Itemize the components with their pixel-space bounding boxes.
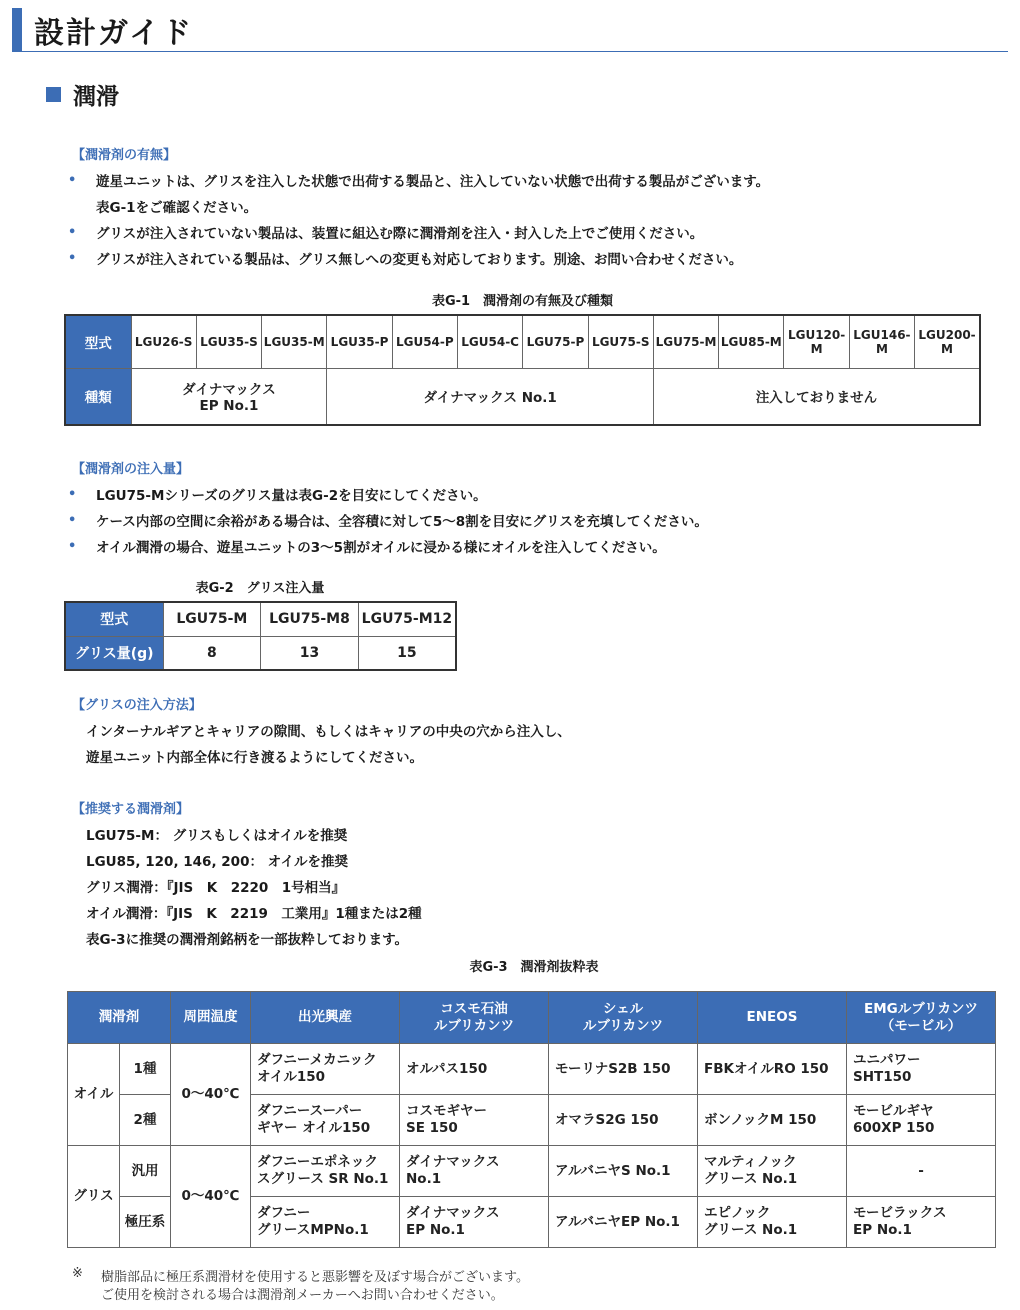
table-g3 [67,991,996,1248]
grade-cell: 2種 [120,1095,171,1146]
header-idemitsu: 出光興産 [251,992,400,1044]
header-temp: 周囲温度 [171,992,251,1044]
bullet-dot-icon: • [68,172,77,188]
bullet-text: LGU75-Mシリーズのグリス量は表G-2を目安にしてください。 [96,488,487,504]
type-cell-dynamax-ep [131,368,327,425]
model-cell: LGU26-S [131,315,196,368]
table-g2-header-model: 型式 [65,602,163,636]
recommended-line-5: 表G-3に推奨の潤滑剤銘柄を一部抜粋しております。 [86,932,408,948]
recommended-line-3: グリス潤滑：『JIS K 2220 1号相当』 [86,880,346,896]
table-g3-header-row [68,992,996,1044]
product-cell: エピノック グリース No.1 [698,1197,847,1248]
bullet-text: オイル潤滑の場合、遊星ユニットの3～5割がオイルに浸かる様にオイルを注入してください。 [96,540,666,556]
table-g1 [64,314,981,426]
recommended-heading: 【推奨する潤滑剤】 [72,802,190,817]
bullet-dot-icon: • [68,538,77,554]
section-title-text: 潤滑 [73,83,119,110]
model-cell: LGU54-P [392,315,457,368]
product-cell: ダフニー グリースMPNo.1 [251,1197,400,1248]
model-cell: LGU35-M [262,315,327,368]
amount-cell: 15 [358,636,456,670]
grade-cell: 汎用 [120,1146,171,1197]
type-line: EP No.1 [199,398,259,415]
model-cell: LGU120-M [784,315,849,368]
header-line: ルブリカンツ [582,1017,664,1034]
header-cosmo [400,992,549,1044]
header-shell [549,992,698,1044]
recommended-line-1: LGU75-M： グリスもしくはオイルを推奨 [86,828,348,844]
product-cell: アルバニヤS No.1 [549,1146,698,1197]
recommended-line-2: LGU85, 120, 146, 200： オイルを推奨 [86,854,348,870]
temp-cell: 0～40℃ [171,1044,251,1146]
model-cell: LGU35-S [196,315,261,368]
header-lubricant: 潤滑剤 [68,992,171,1044]
note-mark: ※ [72,1266,83,1281]
model-cell: LGU85-M [719,315,784,368]
model-cell: LGU75-M [163,602,261,636]
model-cell: LGU75-S [588,315,653,368]
model-cell: LGU75-P [523,315,588,368]
amount-bullet-3 [68,536,666,556]
bullet-dot-icon: • [68,486,77,502]
type-cell-dynamax-no1: ダイナマックス No.1 [327,368,653,425]
table-g2-amount-row [65,636,456,670]
table-row [68,1044,996,1095]
product-cell: コスモギヤー SE 150 [400,1095,549,1146]
group-oil: オイル [68,1044,120,1146]
amount-bullet-2 [68,510,708,530]
table-g1-header-model: 型式 [65,315,131,368]
header-eneos: ENEOS [698,992,847,1044]
bullet-dot-icon: • [68,512,77,528]
page-title: 設計ガイド [34,16,194,51]
header-line: （モービル） [880,1017,962,1034]
recommended-line-4: オイル潤滑：『JIS K 2219 工業用』1種または2種 [86,906,422,922]
product-cell: モービラックス EP No.1 [847,1197,996,1248]
table-g1-caption: 表G-1 潤滑剤の有無及び種類 [431,294,614,309]
table-g2-model-row [65,602,456,636]
model-cell: LGU35-P [327,315,392,368]
product-cell: ダフニーメカニック オイル150 [251,1044,400,1095]
table-row [68,1146,996,1197]
grade-cell: 1種 [120,1044,171,1095]
table-g1-model-row [65,315,980,368]
presence-bullet-3 [68,248,742,268]
product-cell: - [847,1146,996,1197]
grade-cell: 極圧系 [120,1197,171,1248]
bullet-text: 遊星ユニットは、グリスを注入した状態で出荷する製品と、注入していない状態で出荷する製品がございます。 [96,174,770,190]
product-cell: モーリナS2B 150 [549,1044,698,1095]
header-line: コスモ石油 [440,1000,508,1017]
amount-heading: 【潤滑剤の注入量】 [72,462,190,477]
product-cell: アルバニヤEP No.1 [549,1197,698,1248]
group-grease: グリス [68,1146,120,1248]
product-cell: ダイナマックス EP No.1 [400,1197,549,1248]
note-line-2: ご使用を検討される場合は潤滑剤メーカーへお問い合わせください。 [101,1288,504,1303]
header-emg [847,992,996,1044]
header-accent-bar [12,8,22,52]
type-line: ダイナマックス [182,382,276,399]
presence-bullet-1 [68,170,769,190]
table-g1-type-row [65,368,980,425]
product-cell: FBKオイルRO 150 [698,1044,847,1095]
header-line: EMGルブリカンツ [863,1000,979,1017]
product-cell: ダイナマックス No.1 [400,1146,549,1197]
temp-cell: 0～40℃ [171,1146,251,1248]
model-cell: LGU75-M8 [261,602,359,636]
amount-bullet-1 [68,484,487,504]
method-heading: 【グリスの注入方法】 [72,698,202,713]
bullet-text: グリスが注入されていない製品は、装置に組込む際に潤滑剤を注入・封入した上でご使用ください。 [96,226,704,242]
note-line-1: 樹脂部品に極圧系潤滑材を使用すると悪影響を及ぼす場合がございます。 [101,1270,529,1285]
header-line: シェル [602,1000,644,1017]
presence-continuation: 表G-1をご確認ください。 [96,200,258,216]
product-cell: ユニパワー SHT150 [847,1044,996,1095]
section-title [46,78,119,110]
table-g3-caption: 表G-3 潤滑剤抜粋表 [469,960,599,975]
method-line-2: 遊星ユニット内部全体に行き渡るようにしてください。 [86,750,423,766]
bullet-dot-icon: • [68,224,77,240]
bullet-text: ケース内部の空間に余裕がある場合は、全容積に対して5～8割を目安にグリスを充填してください。 [96,514,708,530]
product-cell: ダフニーエポネック スグリース SR No.1 [251,1146,400,1197]
model-cell: LGU54-C [457,315,522,368]
presence-heading: 【潤滑剤の有無】 [72,148,177,163]
model-cell: LGU75-M12 [358,602,456,636]
page-header [12,6,1008,52]
method-line-1: インターナルギアとキャリアの隙間、もしくはキャリアの中央の穴から注入し、 [86,724,571,740]
table-g2-caption: 表G-2 グリス注入量 [195,581,325,596]
table-g2-header-amount: グリス量(g) [65,636,163,670]
bullet-text: グリスが注入されている製品は、グリス無しへの変更も対応しております。別途、お問い合わせください。 [96,252,743,268]
presence-bullet-2 [68,222,703,242]
bullet-dot-icon: • [68,250,77,266]
product-cell: マルティノック グリース No.1 [698,1146,847,1197]
model-cell: LGU146-M [849,315,914,368]
product-cell: オマラS2G 150 [549,1095,698,1146]
table-g2 [64,601,457,671]
type-cell-none: 注入しておりません [653,368,980,425]
model-cell: LGU75-M [653,315,718,368]
product-cell: オルパス150 [400,1044,549,1095]
product-cell: ダフニースーパー ギヤー オイル150 [251,1095,400,1146]
product-cell: ボンノックM 150 [698,1095,847,1146]
table-g1-header-type: 種類 [65,368,131,425]
model-cell: LGU200-M [915,315,980,368]
header-line: ルブリカンツ [433,1017,515,1034]
section-square-icon [46,87,61,102]
amount-cell: 13 [261,636,359,670]
product-cell: モービルギヤ 600XP 150 [847,1095,996,1146]
amount-cell: 8 [163,636,261,670]
